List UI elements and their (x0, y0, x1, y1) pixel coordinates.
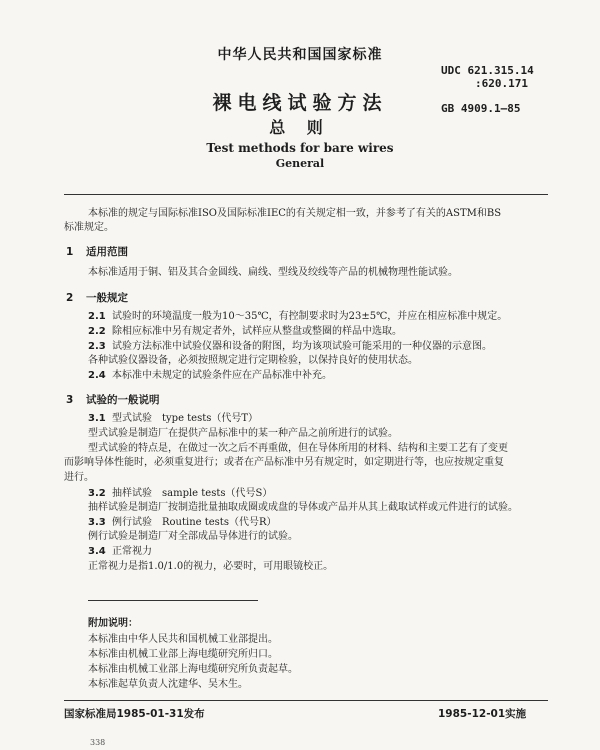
section-2-heading: 2 一般规定 (66, 292, 128, 304)
udc-line-2: :620.171 (475, 77, 528, 90)
clause-3-3-line-1: 例行试验是制造厂对全部成品导体进行的试验。 (88, 531, 298, 542)
clause-2-4: 2.4 本标准中未规定的试验条件应在产品标准中补充。 (88, 370, 332, 381)
clause-3-3-heading: 3.3 例行试验 Routine tests（代号R） (88, 517, 277, 528)
notes-heading: 附加说明： (88, 618, 138, 629)
bottom-divider (64, 700, 548, 701)
notes-line-3: 本标准由机械工业部上海电缆研究所负责起草。 (88, 664, 298, 675)
udc-line-1: UDC 621.315.14 (441, 64, 534, 77)
clause-3-4-heading: 3.4 正常视力 (88, 546, 152, 557)
national-standard-heading: 中华人民共和国国家标准 (217, 47, 383, 63)
udc-code (441, 64, 534, 90)
clause-3-2-heading: 3.2 抽样试验 sample tests（代号S） (88, 488, 273, 499)
issued-date: 国家标准局1985-01-31发布 (64, 708, 205, 720)
section-1-heading: 1 适用范围 (66, 246, 128, 258)
clause-2-2: 2.2 除相应标准中另有规定者外，试样应从整盘或整圈的样品中选取。 (88, 326, 402, 337)
implementation-date: 1985-12-01实施 (438, 708, 527, 720)
top-divider (64, 194, 548, 195)
clause-3-4-line-1: 正常视力是指1.0/1.0的视力，必要时，可用眼镜校正。 (88, 561, 334, 572)
clause-3-1-line-2: 型式试验的特点是，在做过一次之后不再重做，但在导体所用的材料、结构和主要工艺有了变更 (88, 443, 508, 454)
clause-2-1: 2.1 试验时的环境温度一般为10～35℃，有控制要求时为23±5℃，并应在相应标准中规定。 (88, 311, 508, 322)
section-3-heading: 3 试验的一般说明 (66, 394, 160, 406)
clause-2-3-cont: 各种试验仪器设备，必须按照规定进行定期检验，以保持良好的使用状态。 (88, 355, 418, 366)
clause-3-1-line-3: 而影响导体性能时，必须重复进行；或者在产品标准中另有规定时，如定期进行等，也应按规定重复 (64, 457, 504, 468)
clause-3-1-line-4: 进行。 (64, 472, 94, 483)
subtitle-chinese: 总 则 (269, 118, 331, 137)
intro-line-1: 本标准的规定与国际标准ISO及国际标准IEC的有关规定相一致，并参考了有关的ASTM和BS (88, 208, 502, 219)
notes-divider (88, 600, 258, 601)
clause-3-1-line-1: 型式试验是制造厂在提供产品标准中的某一种产品之前所进行的试验。 (88, 428, 398, 439)
clause-3-2-line-1: 抽样试验是制造厂按制造批量抽取成圈或成盘的导体或产品并从其上截取试样或元件进行的试验。 (88, 502, 518, 513)
gb-number: GB 4909.1—85 (441, 102, 521, 115)
title-english: Test methods for bare wires (206, 141, 394, 155)
notes-line-2: 本标准由机械工业部上海电缆研究所归口。 (88, 649, 278, 660)
subtitle-english: General (275, 157, 325, 170)
intro-line-2: 标准规定。 (64, 222, 114, 233)
clause-3-1-heading: 3.1 型式试验 type tests（代号T） (88, 413, 259, 424)
notes-line-1: 本标准由中华人民共和国机械工业部提出。 (88, 634, 278, 645)
notes-line-4: 本标准起草负责人沈建华、吴木生。 (88, 679, 248, 690)
clause-2-3: 2.3 试验方法标准中试验仪器和设备的附图，均为该项试验可能采用的一种仪器的示意图。 (88, 341, 492, 352)
section-1-text: 本标准适用于铜、铝及其合金圆线、扁线、型线及绞线等产品的机械物理性能试验。 (88, 267, 458, 278)
page-number: 338 (90, 738, 106, 747)
title-chinese: 裸电线试验方法 (212, 92, 388, 114)
